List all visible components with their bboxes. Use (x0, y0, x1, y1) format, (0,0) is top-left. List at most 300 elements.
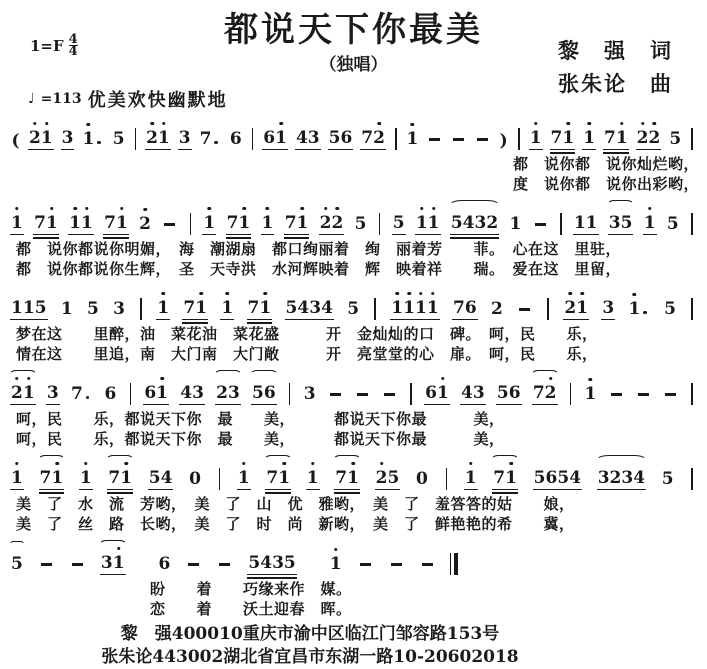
note-digit: 3 (227, 383, 240, 403)
note-digit: 1 (11, 468, 23, 488)
note (46, 213, 58, 232)
note-digit: 1 (576, 298, 589, 318)
footer-address-composer: 张朱论443002湖北省宜昌市东湖一路10-20602018 (101, 647, 519, 667)
note (633, 468, 645, 487)
note-group (61, 128, 75, 150)
note-digit: 6 (508, 383, 521, 403)
note (144, 383, 156, 402)
note-group (492, 468, 518, 490)
note (228, 383, 240, 402)
note-group (666, 214, 680, 235)
octave-dot (15, 207, 19, 211)
note-group (112, 299, 126, 320)
note-digit: 1 (22, 298, 35, 318)
note-group (100, 553, 126, 575)
note (47, 383, 59, 402)
note-group (419, 563, 436, 575)
note (238, 468, 250, 487)
note-digit: 1 (529, 128, 542, 148)
note (330, 554, 342, 573)
octave-dot (411, 123, 415, 127)
note-digit: 1 (585, 213, 598, 233)
note (51, 468, 63, 487)
parenthesis (10, 131, 21, 150)
note (108, 468, 120, 487)
note-digit: 1 (414, 298, 427, 318)
note-digit: 2 (28, 128, 41, 148)
barline (410, 383, 412, 405)
note-digit: 1 (306, 468, 319, 488)
note-group (390, 298, 439, 320)
note-group (508, 214, 522, 235)
note-digit: 5 (533, 468, 546, 488)
note-digit: 1 (584, 384, 597, 404)
note-group (608, 213, 634, 235)
octave-dot (648, 207, 652, 211)
note-group (237, 468, 251, 490)
note-group (354, 214, 368, 235)
note-digit: 3 (303, 384, 316, 404)
note (321, 298, 333, 317)
note-digit: 6 (464, 298, 477, 318)
barline (691, 383, 693, 405)
page-title: 都说天下你最美 (224, 10, 483, 50)
composer-credit: 张朱论 曲 (558, 71, 673, 96)
note (465, 298, 477, 317)
note (260, 553, 272, 572)
note (649, 128, 661, 147)
dash-note (330, 393, 341, 396)
note-digit: 4 (295, 128, 308, 148)
note-digit: 1 (157, 128, 170, 148)
note-group (516, 308, 533, 320)
octave-dot (569, 292, 573, 296)
music-system (2, 282, 705, 364)
note (248, 298, 260, 317)
note-digit: 1 (628, 299, 641, 319)
note-group (46, 383, 60, 405)
note-digit: 5 (148, 468, 161, 488)
note (146, 128, 158, 147)
note-digit: 5 (328, 128, 341, 148)
note-group (388, 563, 405, 575)
note-digit: 3 (192, 383, 204, 403)
note-digit: 7 (266, 468, 279, 488)
note-digit: 1 (426, 298, 439, 318)
barline (570, 383, 572, 405)
dash-note (611, 393, 622, 396)
note-digit: 2 (331, 213, 344, 233)
note (157, 298, 169, 317)
note-digit: 1 (120, 468, 133, 488)
note (509, 383, 521, 402)
note-digit: 4 (569, 468, 582, 488)
octave-dot (208, 207, 212, 211)
note-group (265, 468, 291, 490)
note (159, 554, 171, 573)
octave-dot (199, 292, 203, 296)
note-group (107, 468, 133, 490)
note-digit: 1 (573, 213, 586, 233)
note-digit: 1 (79, 468, 92, 488)
slur-arc (106, 455, 134, 466)
note-digit: 4 (633, 468, 646, 488)
slur-arc (333, 455, 361, 466)
note-group (158, 554, 172, 575)
note-group (597, 468, 646, 490)
note-digit: 5 (252, 383, 264, 403)
music-system (2, 452, 705, 534)
note-digit: 5 (450, 213, 463, 233)
note-group (112, 129, 126, 150)
note-group (464, 468, 478, 490)
note-digit: 7 (34, 213, 46, 233)
note-group (354, 393, 371, 405)
note-digit: 1 (11, 298, 23, 318)
note (104, 213, 116, 232)
barline (140, 298, 142, 320)
note-digit: 7 (104, 213, 116, 233)
note-digit: 1 (115, 213, 128, 233)
note-group (33, 213, 59, 235)
note (297, 213, 309, 232)
octave-dot (87, 123, 91, 127)
footer-address-lyricist: 黎 强400010重庆市渝中区临江门邹容路153号 (120, 624, 500, 644)
note-digit: 3 (307, 128, 320, 148)
note (149, 468, 161, 487)
octave-dot (85, 207, 89, 211)
note-digit: 1 (80, 213, 93, 233)
note (667, 214, 679, 233)
note-digit: 7 (284, 213, 297, 233)
note-group (10, 468, 24, 490)
note-digit: 3 (602, 298, 615, 318)
note-digit: 6 (104, 384, 117, 404)
note-digit: 7 (108, 468, 121, 488)
note-digit: 3 (608, 213, 621, 233)
note (221, 298, 233, 317)
octave-dot (395, 292, 399, 296)
note-group (220, 298, 234, 320)
note (11, 383, 23, 402)
notation-line (2, 197, 705, 239)
parenthesis-glyph: ) (499, 131, 508, 151)
note-digit: 5 (666, 214, 679, 234)
note (113, 299, 125, 318)
note-group (199, 129, 222, 150)
dash-note (477, 138, 488, 141)
octave-dot (279, 122, 283, 126)
notation-line (2, 452, 705, 494)
note-group (319, 213, 345, 235)
note-group (178, 128, 192, 150)
octave-dot (56, 462, 60, 466)
note-digit: 5 (557, 468, 570, 488)
octave-dot (73, 207, 77, 211)
note (610, 468, 622, 487)
note-digit: 7 (493, 468, 506, 488)
octave-dot (120, 207, 124, 211)
dash-note (519, 308, 530, 311)
note-digit: 5 (347, 299, 360, 319)
note-digit: 2 (11, 383, 23, 403)
note-group (143, 383, 169, 405)
note-digit: 1 (60, 299, 73, 319)
note (101, 553, 113, 572)
note (376, 468, 388, 487)
slur-arc (38, 455, 66, 466)
subtitle: （独唱） (319, 55, 388, 75)
dash-note (391, 563, 402, 566)
note-digit: 1 (464, 468, 477, 488)
note (616, 128, 628, 147)
note-group (69, 563, 86, 575)
note (509, 214, 521, 233)
augmentation-dot (86, 396, 90, 400)
rest-note (416, 469, 428, 488)
note-digit: 2 (139, 214, 151, 234)
parenthesis (498, 131, 509, 150)
note-digit: 7 (39, 468, 52, 488)
note (11, 213, 23, 232)
note-group (424, 383, 450, 405)
note-digit: 5 (87, 299, 99, 319)
note-digit: 7 (199, 129, 212, 149)
note-group (328, 128, 354, 150)
music-system (2, 197, 705, 279)
lyric-line: 呵，民 乐，都说天下你 最 美， 都说天下你最 美， (16, 410, 505, 428)
note (493, 468, 505, 487)
note-digit: 1 (22, 383, 35, 403)
note (286, 298, 298, 317)
note-digit: 2 (636, 128, 649, 148)
note-group (360, 128, 386, 150)
note-digit: 5 (112, 129, 125, 149)
octave-dot (15, 462, 19, 466)
note-digit: 4 (160, 468, 173, 488)
note-digit: 3 (100, 553, 113, 573)
note (425, 383, 437, 402)
note-group (661, 469, 675, 490)
note-group (179, 383, 205, 405)
note-digit: 6 (263, 383, 276, 403)
lyric-line: 都 说你都说你明媚， 海 潮湖扇 都口绚丽着 绚 丽着芳 菲。 心在这 里驻， (16, 240, 622, 258)
barline (691, 213, 693, 235)
slur-arc (9, 541, 25, 552)
octave-dot (469, 462, 473, 466)
note-digit: 5 (664, 299, 676, 319)
octave-dot (311, 462, 315, 466)
note-digit: 5 (248, 553, 261, 573)
note-group (145, 128, 171, 150)
note-digit: 3 (309, 298, 322, 318)
note (669, 129, 681, 148)
note (248, 553, 260, 572)
note-group (334, 468, 360, 490)
note-group (573, 213, 599, 235)
note-group (70, 384, 93, 405)
note-digit: 3 (61, 128, 74, 148)
note-group (346, 299, 360, 320)
note-group (533, 468, 582, 490)
note (551, 128, 563, 147)
note-group (635, 393, 652, 405)
note (415, 298, 427, 317)
note-digit: 7 (452, 298, 465, 318)
lyric-line: 梦在这 里醉，油 菜花油 菜花盛 开 金灿灿的口 碑。 呵，民 乐， (16, 325, 598, 343)
note-group (60, 299, 74, 320)
note (40, 468, 52, 487)
note-digit: 1 (391, 298, 404, 318)
note-digit: 4 (461, 383, 473, 403)
note-digit: 6 (229, 129, 242, 149)
octave-dot (243, 207, 247, 211)
barline (135, 128, 137, 150)
slur-arc (596, 455, 647, 466)
barline (130, 383, 132, 405)
slur-arc (449, 200, 500, 211)
note-group (329, 554, 343, 575)
note-digit: 3 (472, 383, 485, 403)
note (335, 468, 347, 487)
note-group (138, 214, 152, 235)
note-group (663, 299, 677, 320)
note-group (86, 299, 100, 320)
note (238, 213, 250, 232)
note-digit: 5 (392, 213, 405, 233)
barline (374, 298, 376, 320)
note-group (185, 563, 202, 575)
note-group (643, 213, 657, 235)
note-group (103, 384, 117, 405)
note-group (10, 554, 24, 575)
note-group (156, 298, 170, 320)
note (557, 468, 569, 487)
barline (219, 468, 221, 490)
note (120, 468, 132, 487)
note-group (28, 128, 54, 150)
lyric-line: 情在这 里追，南 大门南 大门敞 开 亮堂堂的心 扉。 呵，民 乐， (16, 345, 598, 363)
note-digit: 5 (620, 213, 633, 233)
note (263, 128, 275, 147)
note (644, 213, 656, 232)
note-digit: 7 (183, 298, 196, 318)
note (427, 298, 439, 317)
note-digit: 5 (496, 383, 509, 403)
note (275, 128, 287, 147)
lyric-line: 都 说你都 说你灿烂哟， (512, 155, 699, 173)
note-group (202, 213, 216, 235)
note-digit: 4 (321, 298, 333, 318)
note-digit: 1 (82, 129, 95, 149)
note-digit: 1 (615, 128, 628, 148)
note-group (392, 213, 406, 235)
note (569, 468, 581, 487)
note (262, 213, 274, 232)
note-digit: 1 (403, 298, 415, 318)
note-digit: 1 (427, 213, 440, 233)
note (416, 213, 428, 232)
note-digit: 5 (283, 553, 296, 573)
octave-dot (351, 462, 355, 466)
lyric-line: 呵，民 乐，都说天下你 最 美， 都说天下你最 美， (16, 430, 505, 448)
note (23, 383, 35, 402)
note-digit: 7 (604, 128, 616, 148)
octave-dot (143, 208, 147, 212)
note-group (103, 213, 129, 235)
octave-dot (226, 292, 230, 296)
note-digit: 1 (583, 128, 596, 148)
lyricist-credit: 黎 强 词 (558, 38, 673, 63)
octave-dot (33, 122, 37, 126)
score-footer (30, 623, 590, 669)
note-group (79, 468, 93, 490)
note (278, 468, 290, 487)
note-digit: 3 (621, 468, 634, 488)
octave-dot (633, 293, 637, 297)
note-group (357, 563, 374, 575)
octave-dot (160, 377, 164, 381)
note-digit: 2 (609, 468, 622, 488)
note (451, 213, 463, 232)
note-group (68, 213, 94, 235)
note-group (161, 223, 178, 235)
note (297, 298, 309, 317)
note-digit: 1 (415, 213, 428, 233)
note (393, 213, 405, 232)
note (545, 383, 557, 402)
dash-note (188, 563, 199, 566)
note (81, 213, 93, 232)
music-system (2, 112, 705, 194)
note-digit: 1 (296, 213, 309, 233)
note (637, 128, 649, 147)
note (576, 298, 588, 317)
music-system (2, 537, 705, 619)
score-header (0, 0, 707, 112)
note (505, 468, 517, 487)
note-group (582, 128, 596, 150)
music-system (2, 367, 705, 449)
note (304, 384, 316, 403)
dash-note (357, 393, 368, 396)
note-digit: 1 (347, 468, 359, 488)
dash-note (219, 563, 230, 566)
octave-dot (124, 462, 128, 466)
barline-thick (454, 553, 459, 575)
note-group (405, 129, 419, 150)
note (82, 129, 94, 148)
time-signature (69, 34, 78, 57)
barline (560, 213, 562, 235)
note (361, 128, 373, 147)
note (183, 298, 195, 317)
note (309, 298, 321, 317)
notation-line (2, 112, 705, 154)
note-digit: 4 (260, 553, 273, 573)
note-digit: 1 (221, 298, 234, 318)
note-group (81, 129, 104, 150)
note (463, 213, 475, 232)
note-digit: 7 (70, 384, 83, 404)
barline (518, 128, 520, 150)
note (564, 298, 576, 317)
octave-dot (419, 292, 423, 296)
note-digit: 1 (643, 213, 656, 233)
note-digit: 3 (597, 468, 610, 488)
barline (446, 468, 448, 490)
note-group (662, 393, 679, 405)
